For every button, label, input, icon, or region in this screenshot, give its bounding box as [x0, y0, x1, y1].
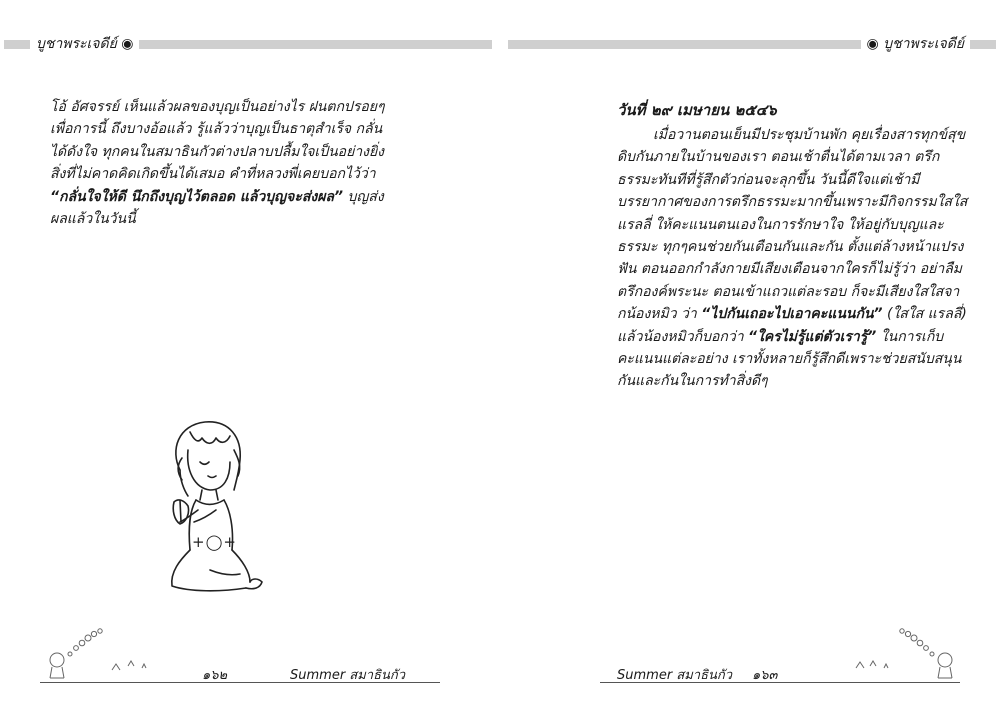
right-footer-decoration	[830, 620, 960, 682]
left-page-number: ๑๖๒	[202, 668, 228, 683]
left-running-header: บูชาพระเจดีย์ ◉	[30, 36, 139, 52]
date-heading: วันที่ ๒๙ เมษายน ๒๕๔๖	[617, 101, 777, 119]
left-footer-decoration	[42, 620, 172, 682]
right-page-number: ๑๖๓	[752, 668, 778, 683]
right-running-header: ◉ บูชาพระเจดีย์	[861, 36, 970, 52]
praying-girl-illustration	[150, 410, 280, 605]
right-text-part2: (ใสใส แรลลี่) แล้วน้องหมิวก็บอกว่า	[617, 306, 967, 345]
right-text-part3: ในการเก็บคะแนนแต่ละอย่าง เราทั้งหลายก็รู้สึกดีเพราะช่วยสนับสนุนกันและกันในการทำสิ่งดีๆ	[617, 328, 962, 390]
left-text-part1: โอ้ อัศจรรย์ เห็นแล้วผลของบุญเป็นอย่างไร ฝนตกปรอยๆ เพื่อการนี้ ถึงบางอ้อแล้ว รู้แล้วว่าบุญเป็นธาตุสำเร็จ กลั่นได้ดังใจ ทุกคนในสมาธินกัวต่างปลาบปลื้มใจเป็นอย่างยิ่ง สิ่งที่ไม่คาดคิดเกิดขึ้นได้เสมอ คำที่หลวงพี่เคยบอกไว้ว่า	[50, 99, 385, 183]
left-footer-title: Summer สมาธินกัว	[290, 668, 406, 683]
right-page-paragraph	[617, 124, 972, 393]
right-quote-1: “ไปกันเถอะไปเอาคะแนนกัน”	[701, 306, 883, 323]
left-quote: “กลั่นใจให้ดี นึกถึงบุญไว้ตลอด แล้วบุญจะส่งผล”	[50, 188, 344, 205]
right-text-part1: เมื่อวานตอนเย็นมีประชุมบ้านพัก คุยเรื่องสารทุกข์สุขดิบกันภายในบ้านของเรา ตอนเช้าตื่นได้ตามเวลา ตรึกธรรมะทันทีที่รู้สึกตัวก่อนจะลุกขึ้น วันนี้ดีใจแต่เช้ามีบรรยากาศของการตรึกธรรมะมากขึ้นเพราะมีกิจกรรมใสใส แรลลี่ ให้คะแนนตนเองในการรักษาใจ ให้อยู่กับบุญและธรรมะ ทุกๆคนช่วยกันเตือนกันและกัน ตั้งแต่ล้างหน้าแปรงฟัน ตอนออกกำลังกายมีเสียงเตือนจากใครก็ไม่รู้ว่า อย่าลืมตรึกองค์พระนะ ตอนเข้าแถวแต่ละรอบ ก็จะมีเสียงใสใสจากน้องหมิว ว่า	[617, 127, 968, 323]
right-quote-2: “ใครไม่รู้แต่ตัวเรารู้”	[748, 328, 877, 345]
left-page-paragraph	[50, 96, 395, 230]
left-text-part2: บุญส่งผลแล้วในวันนี้	[50, 188, 384, 228]
right-footer-title: Summer สมาธินกัว	[617, 668, 733, 683]
shirt-symbols: +◯+	[192, 533, 237, 551]
